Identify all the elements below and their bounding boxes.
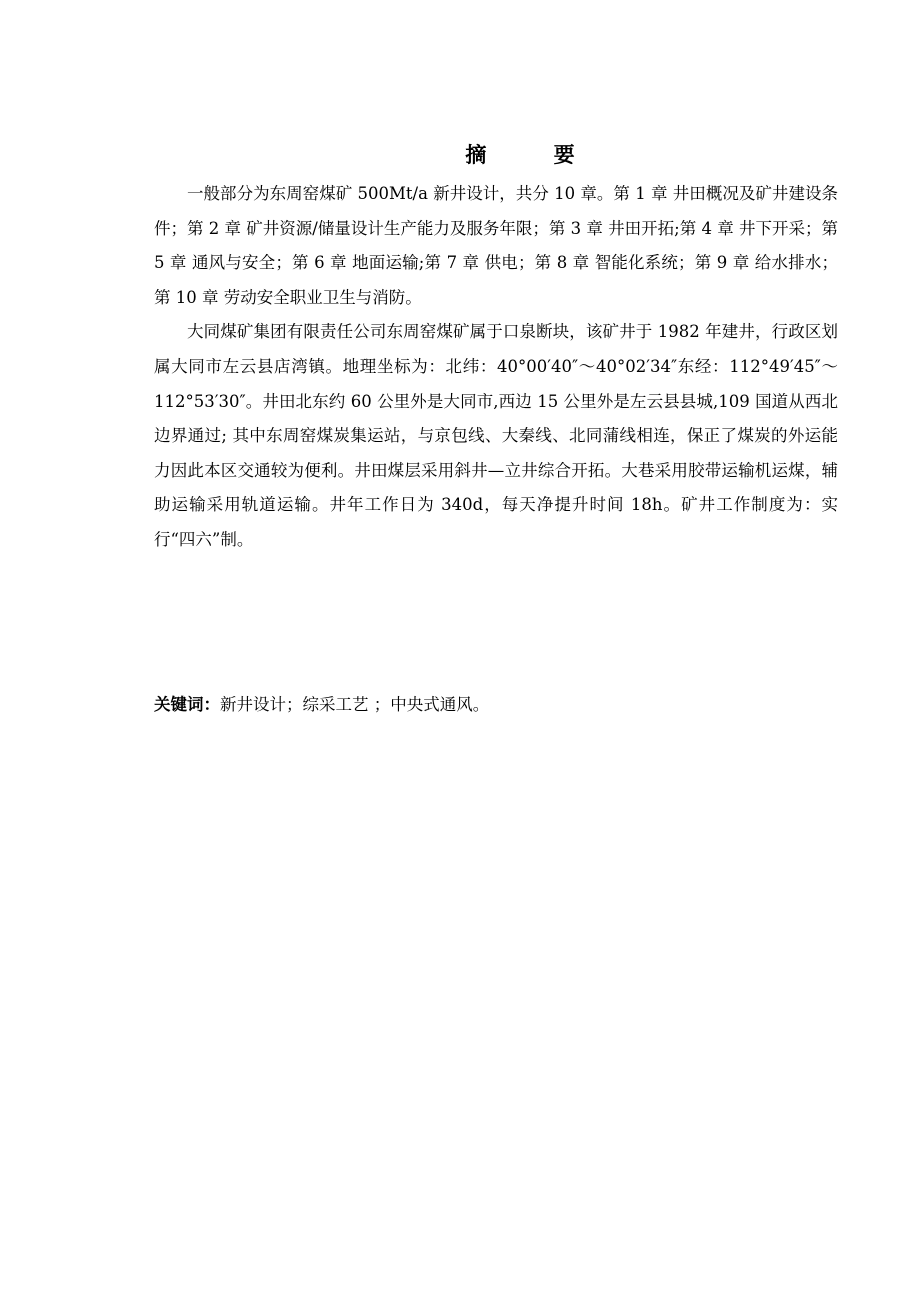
keywords-text: 新井设计；综采工艺 ；中央式通风。 [220,695,490,714]
abstract-paragraph-2: 大同煤矿集团有限责任公司东周窑煤矿属于口泉断块，该矿井于 1982 年建井，行政区划属大同市左云县店湾镇。地理坐标为：北纬：40°00′40″～40°02′34″东经：112°49′45″～112°53′30″。井田北东约 60 公里外是大同市,西边 15 公里外是左云县县城,109 国道从西北边界通过; 其中东周窑煤炭集运站，与京包线、大秦线、北同蒲线相连，保正了煤炭的外运能力因此本区交通较为便利。井田煤层采用斜井—立井综合开拓。大巷采用胶带运输机运煤，辅助运输采用轨道运输。井年工作日为 340d，每天净提升时间 18h。矿井工作制度为：实行“四六”制。 [154,322,838,549]
abstract-paragraph-1: 一般部分为东周窑煤矿 500Mt/a 新井设计，共分 10 章。第 1 章 井田概况及矿井建设条件；第 2 章 矿井资源/储量设计生产能力及服务年限；第 3 章 井田开拓;第 4 章 井下开采；第 5 章 通风与安全；第 6 章 地面运输;第 7 章 供电；第 8 章 智能化系统；第 9 章 给水排水；第 10 章 劳动安全职业卫生与消防。 [154,184,838,307]
abstract-body [154,177,838,558]
abstract-title: 摘 要 [465,143,605,167]
keywords-line [154,690,838,720]
keywords-label: 关键词： [154,695,220,714]
